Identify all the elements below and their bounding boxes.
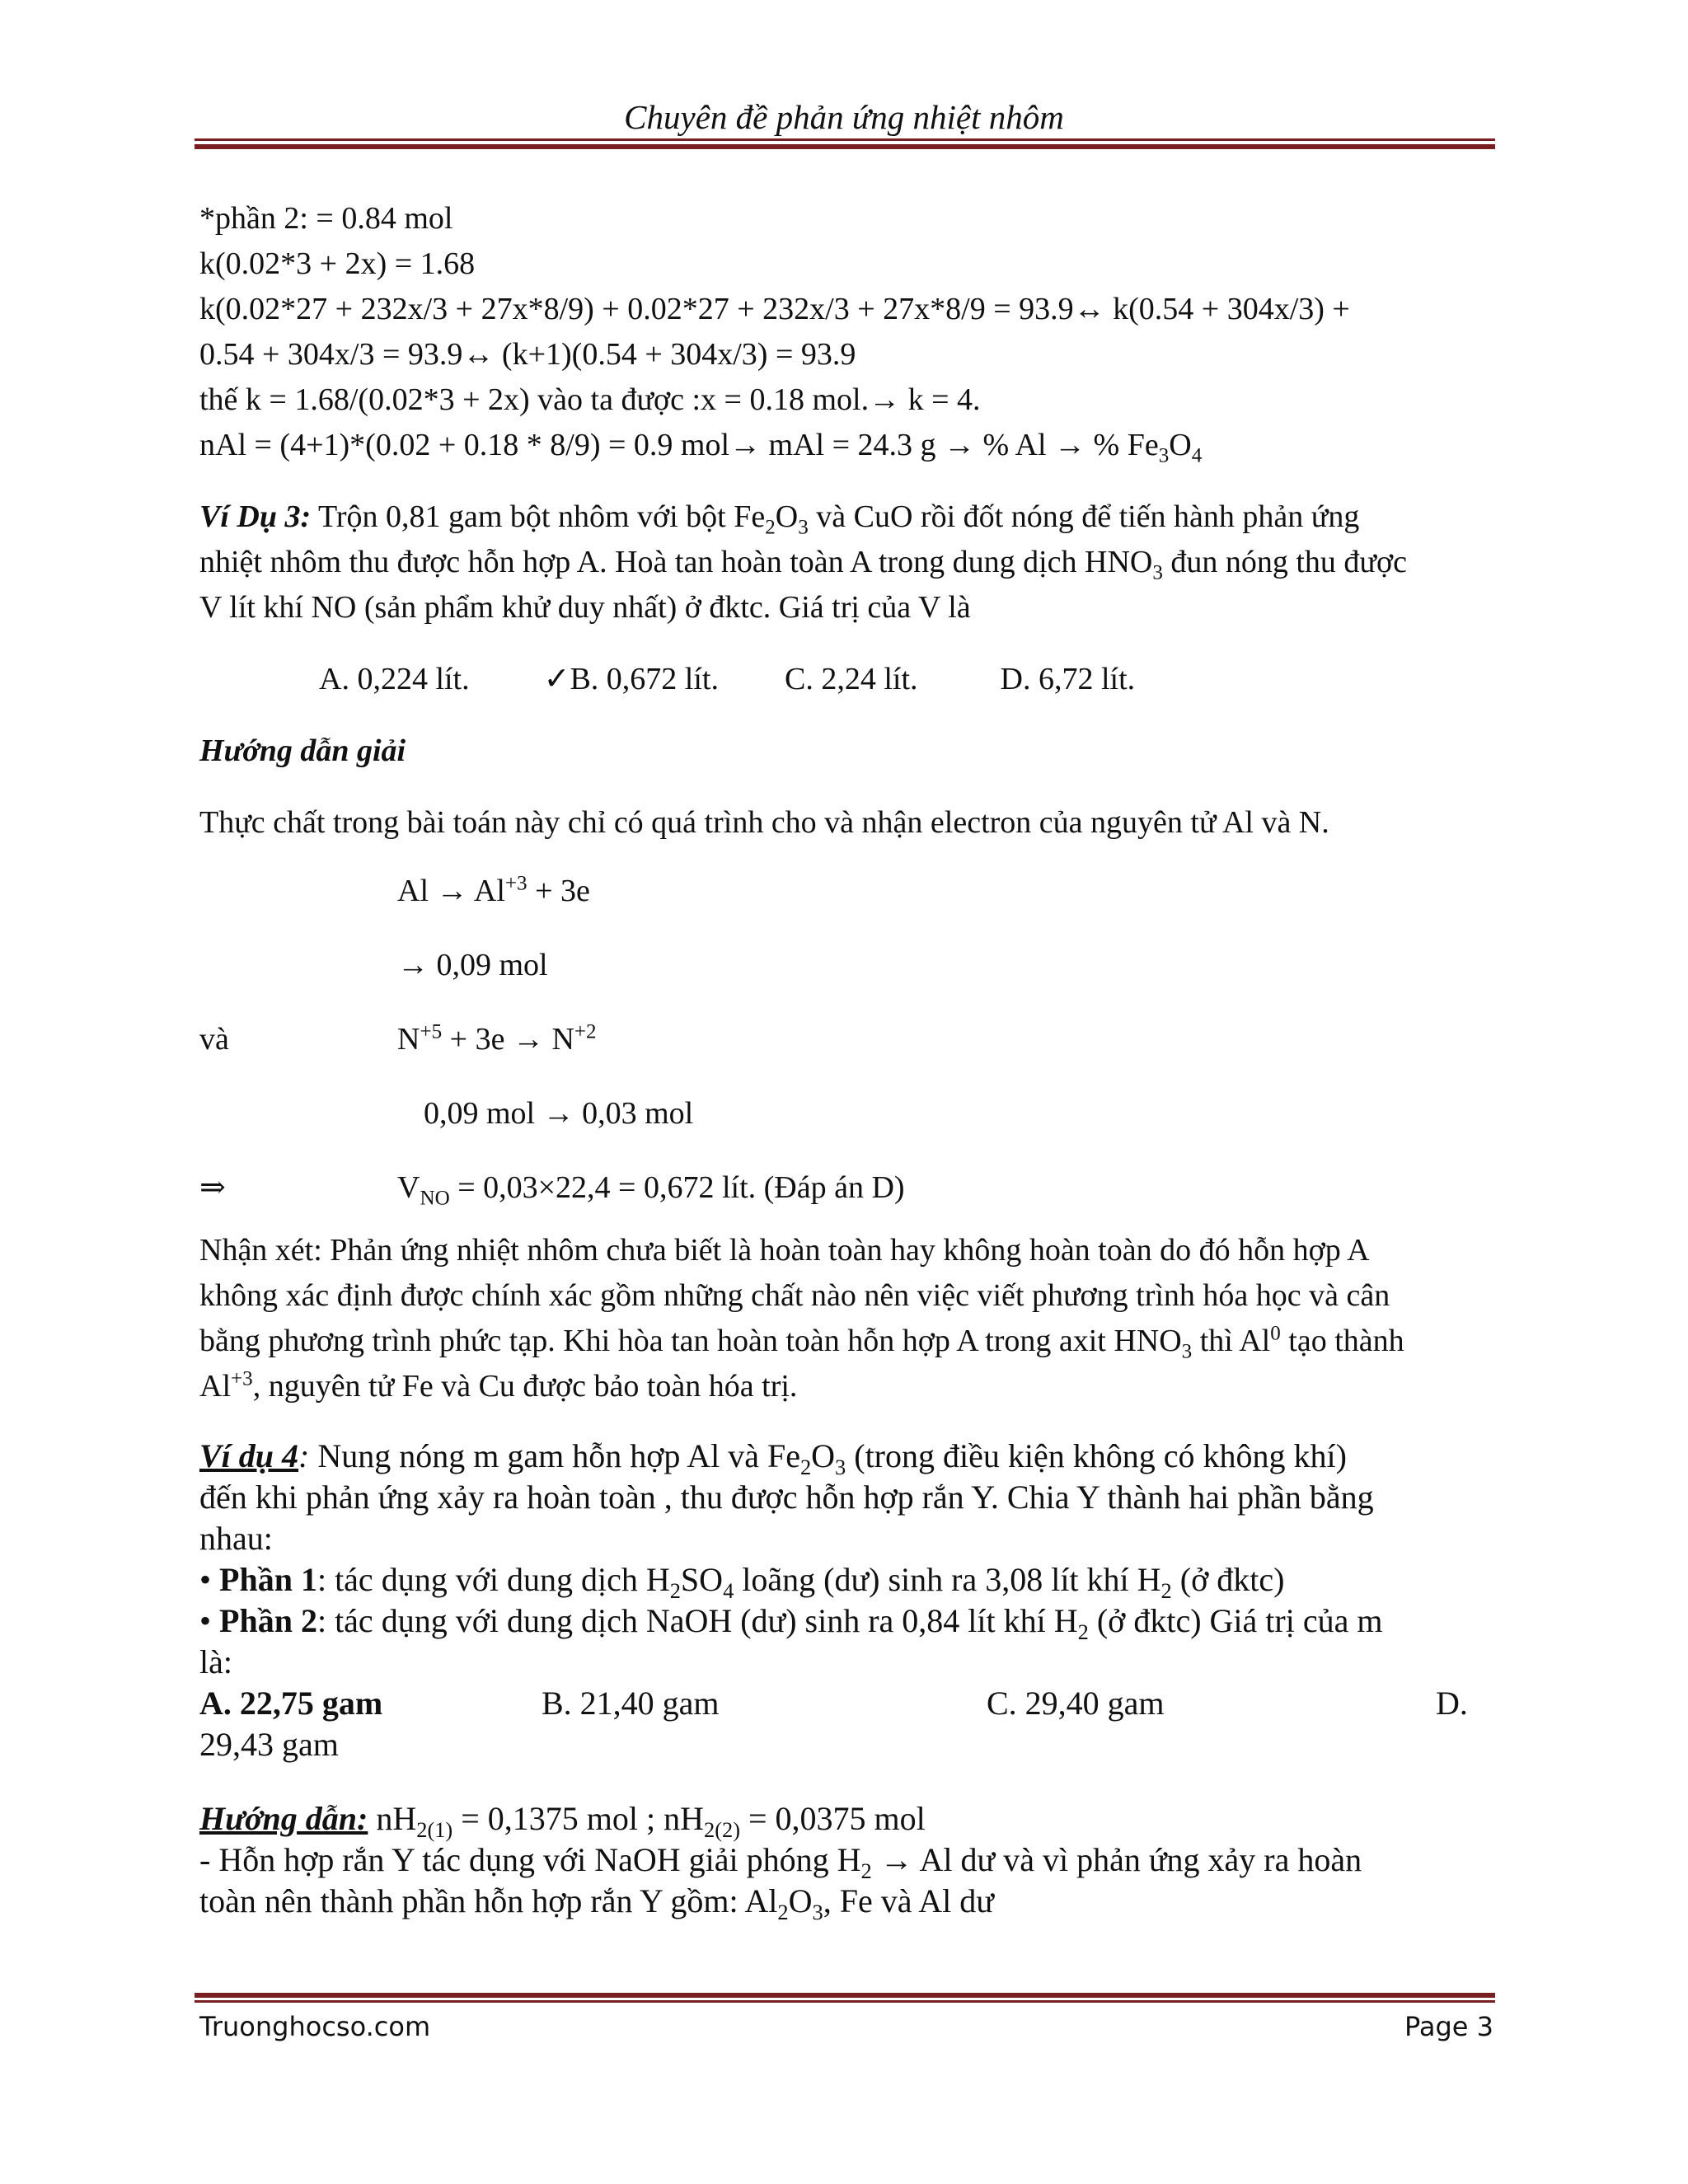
equation-line: $Al \to Al^{+3} + 3e$ <box>397 872 590 908</box>
solution-continuation <box>199 196 1493 468</box>
text-line: nhau: <box>199 1520 273 1557</box>
example-4-label: Ví dụ 4 <box>199 1437 299 1474</box>
example-3-label: Ví Dụ 3: <box>199 499 312 534</box>
example-4-question <box>199 1436 1493 1765</box>
text-line: $Al^{+3}$, nguyên tử Fe và Cu được bảo toàn hóa trị. <box>199 1367 798 1404</box>
text-line: là: <box>199 1643 232 1680</box>
option-b: ✓B. 0,672 lít. <box>543 662 719 696</box>
footer-rule-thin <box>195 2000 1495 2003</box>
text-line: Ví Dụ 3: Trộn 0,81 gam bột nhôm với bột $Fe_2O_3$ và CuO rồi đốt nóng để tiến hành phản ứng <box>199 499 1360 539</box>
example-3-question <box>199 494 1493 630</box>
text-line: bằng phương trình phức tạp. Khi hòa tan hoàn toàn hỗn hợp A trong axit $HNO_3$ thì Al$^0$ tạo thành <box>199 1322 1404 1363</box>
guide-3-title: Hướng dẫn giải <box>199 733 406 768</box>
page-content <box>199 196 1493 1922</box>
example-3-options <box>199 657 1493 702</box>
part-2-line: • Phần 2: tác dụng với dung dịch NaOH (dư) sinh ra 0,84 lít khí $H_2$ (ở đktc) Giá trị của m <box>199 1602 1383 1644</box>
text-line: nAl = (4+1)*(0.02 + 0.18 * 8/9) = 0.9 mol→ mAl = 24.3 g → % Al → % $Fe_3O_4$ <box>199 428 1203 467</box>
footer-page-number: Page 3 <box>1404 2011 1493 2042</box>
answer-b: B. 21,40 gam <box>542 1685 720 1722</box>
header-rule-thick <box>195 144 1495 149</box>
text-line: 0.54 + 304x/3 = 93.9↔ (k+1)(0.54 + 304x/3) = 93.9 <box>199 337 856 372</box>
example-4-answers <box>199 1683 1493 1724</box>
option-d: D. 6,72 lít. <box>1000 662 1136 696</box>
text-line: thế k = 1.68/(0.02*3 + 2x) vào ta được :x = 0.18 mol.→ k = 4. <box>199 382 981 417</box>
text-line: V lít khí NO (sản phẩm khử duy nhất) ở đktc. Giá trị của V là <box>199 590 971 625</box>
text-line: *phần 2: = 0.84 mol <box>199 201 453 236</box>
option-a: A. 0,224 lít. <box>319 662 470 696</box>
footer-site: Truonghocso.com <box>199 2011 431 2042</box>
guide-4-label: Hướng dẫn: <box>199 1800 368 1837</box>
text-line: k(0.02*3 + 2x) = 1.68 <box>199 246 476 281</box>
text-line: đến khi phản ứng xảy ra hoàn toàn , thu được hỗn hợp rắn Y. Chia Y thành hai phần bằng <box>199 1479 1374 1516</box>
page-header-title: Chuyên đề phản ứng nhiệt nhôm <box>624 98 1064 136</box>
guide-4 <box>199 1798 1493 1922</box>
text-line: Ví dụ 4: Nung nóng m gam hỗn hợp Al và $Fe_2O_3$ (trong điều kiện không có không khí) <box>199 1437 1347 1479</box>
answer-d-value: 29,43 gam <box>199 1726 339 1763</box>
equation-line: 0,09 mol → 0,03 mol <box>424 1096 694 1131</box>
answer-d-label: D. <box>1436 1685 1468 1722</box>
text-line: Nhận xét: Phản ứng nhiệt nhôm chưa biết là hoàn toàn hay không hoàn toàn do đó hỗn hợp A <box>199 1233 1370 1268</box>
footer-rule-thick <box>195 1993 1495 1998</box>
header-rule-thin <box>195 138 1495 141</box>
equation-line: và $N^{+5} + 3e \to N^{+2}$ <box>199 1020 597 1057</box>
equation-line: → 0,09 mol <box>397 948 548 982</box>
option-c: C. 2,24 lít. <box>784 662 918 696</box>
text-line: - Hỗn hợp rắn Y tác dụng với NaOH giải phóng $H_2 \to Al$ dư và vì phản ứng xảy ra hoàn <box>199 1841 1362 1883</box>
part-1-line: • Phần 1: tác dụng với dung dịch $H_2SO_4$ loãng (dư) sinh ra 3,08 lít khí $H_2$ (ở đktc) <box>199 1561 1285 1603</box>
equation-line: ⇒ $V_{NO} = 0,03\times 22,4 = 0,672$ lít. (Đáp án D) <box>199 1170 905 1210</box>
answer-a: A. 22,75 gam <box>199 1685 383 1722</box>
answer-c: C. 29,40 gam <box>987 1685 1165 1722</box>
guide-3-intro: Thực chất trong bài toán này chỉ có quá trình cho và nhận electron của nguyên tử Al và N. <box>199 805 1329 840</box>
text-line: Hướng dẫn: $nH_{2(1)} = 0,1375$ mol ; $nH_{2(2)} = 0,0375$ mol <box>199 1800 926 1842</box>
text-line: k(0.02*27 + 232x/3 + 27x*8/9) + 0.02*27 + 232x/3 + 27x*8/9 = 93.9↔ k(0.54 + 304x/3) + <box>199 292 1350 326</box>
remark-paragraph <box>199 1228 1493 1409</box>
text-line: toàn nên thành phần hỗn hợp rắn Y gồm: $Al_2O_3$, Fe và Al dư <box>199 1882 994 1924</box>
text-line: nhiệt nhôm thu được hỗn hợp A. Hoà tan hoàn toàn A trong dung dịch $HNO_3$ đun nóng thu được <box>199 545 1407 584</box>
text-line: không xác định được chính xác gồm những chất nào nên việc viết phương trình hóa học và cân <box>199 1278 1390 1313</box>
